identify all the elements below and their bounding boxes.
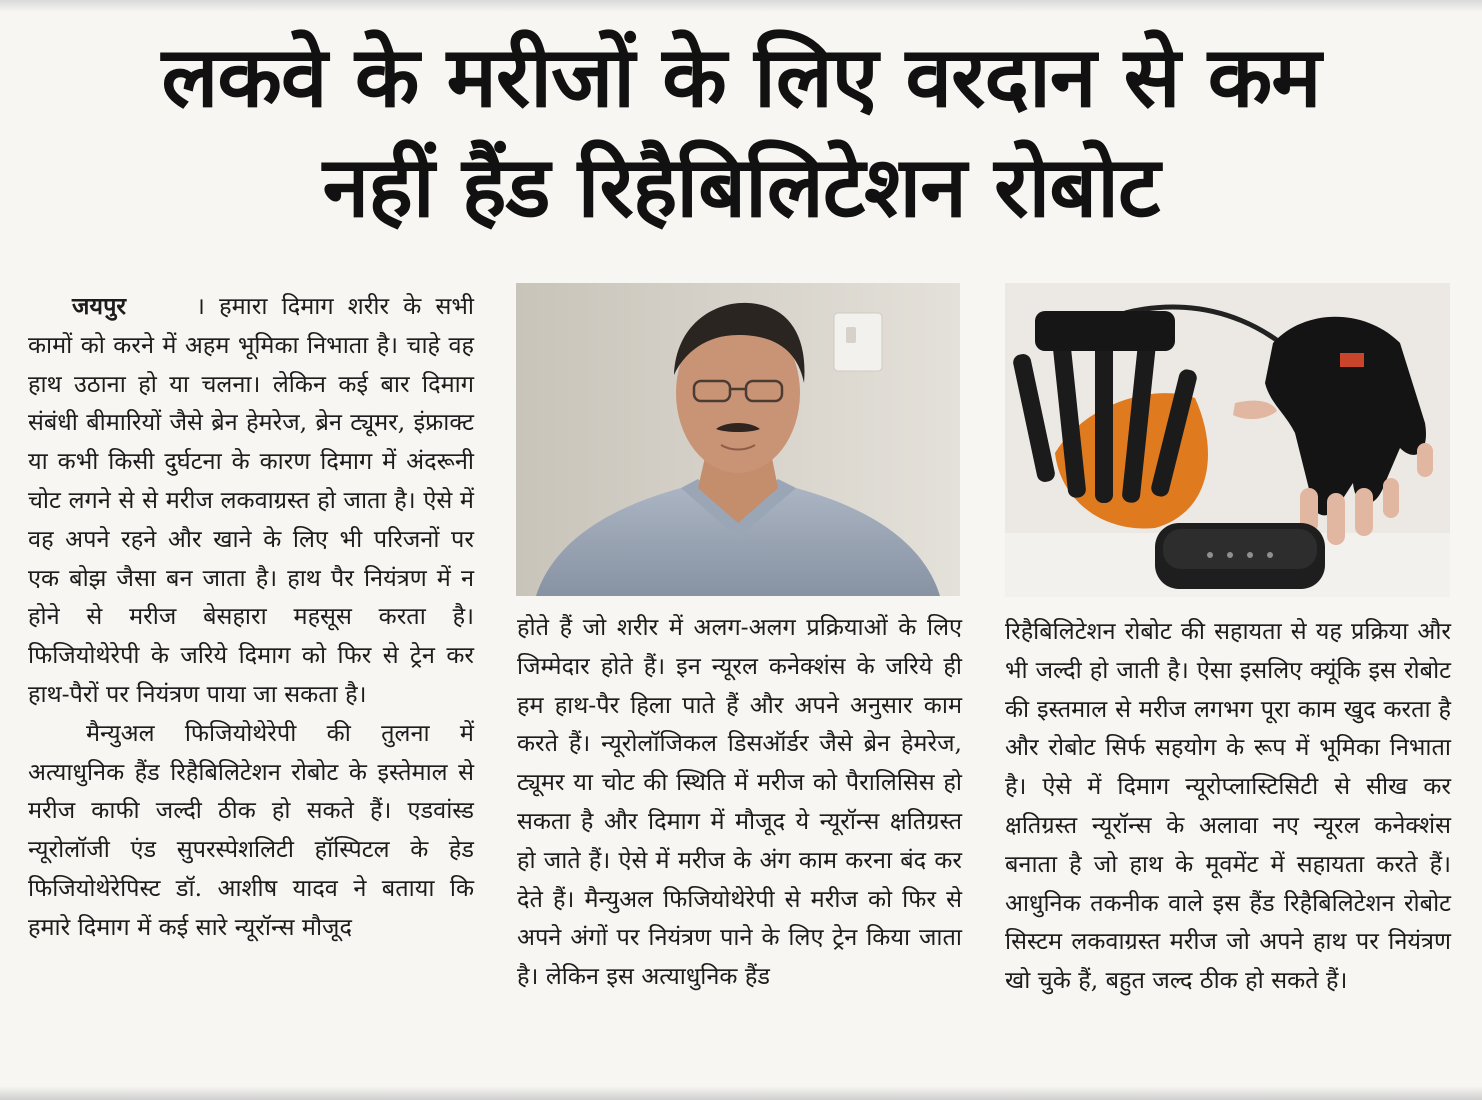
doctor-portrait-illustration bbox=[516, 283, 960, 596]
doctor-portrait-photo bbox=[516, 283, 960, 596]
paragraph-1 bbox=[28, 287, 474, 714]
article-column-2 bbox=[517, 608, 962, 996]
headline-line-1: लकवे के मरीजों के लिए वरदान से कम bbox=[161, 28, 1321, 126]
page-bottom-edge bbox=[0, 1086, 1482, 1100]
page-top-edge bbox=[0, 0, 1482, 12]
robotic-glove-photo bbox=[1005, 283, 1450, 597]
paragraph-3: होते हैं जो शरीर में अलग-अलग प्रक्रियाओं के लिए जिम्मेदार होते हैं। इन न्यूरल कनेक्शंस के जरिये ही हम हाथ-पैर हिला पाते हैं और अपने अनुसार काम करते हैं। न्यूरोलॉजिकल डिसऑर्डर जैसे ब्रेन हेमरेज, ट्यूमर या चोट की स्थिति में मरीज को पैरालिसिस हो सकता है और दिमाग में मौजूद ये न्यूरॉन्स क्षतिग्रस्त हो जाते हैं। ऐसे में मरीज के अंग काम करना बंद कर देते हैं। मैन्युअल फिजियोथेरेपी से मरीज को फिर से अपने अंगों पर नियंत्रण पाने के लिए ट्रेन किया जाता है। लेकिन इस अत्याधुनिक हैंड bbox=[517, 613, 962, 991]
paragraph-4: रिहैबिलिटेशन रोबोट की सहायता से यह प्रक्रिया और भी जल्दी हो जाती है। ऐसा इसलिए क्यूंकि इस रोबोट की इस्तमाल से मरीज लगभग पूरा काम खुद करता है और रोबोट सिर्फ सहयोग के रूप में भूमिका निभाता है। ऐसे में दिमाग न्यूरोप्लास्टिसिटी से सीख कर क्षतिग्रस्त न्यूरॉन्स के अलावा नए न्यूरल कनेक्शंस बनाता है जो हाथ के मूवमेंट में सहायता करते हैं। आधुनिक तकनीक वाले इस हैंड रिहैबिलिटेशन रोबोट सिस्टम लकवाग्रस्त मरीज जो अपने हाथ पर नियंत्रण खो चुके हैं, बहुत जल्द ठीक हो सकते हैं। bbox=[1005, 617, 1451, 995]
paragraph-1-text: । हमारा दिमाग शरीर के सभी कामों को करने में अहम भूमिका निभाता है। चाहे वह हाथ उठाना हो या चलना। लेकिन कई बार दिमाग संबंधी बीमारियों जैसे ब्रेन हेमरेज, ब्रेन ट्यूमर, इंफ्राक्ट या कभी किसी दुर्घटना के कारण दिमाग में अंदरूनी चोट लगने से से मरीज लकवाग्रस्त हो जाता है। ऐसे में वह अपने रहने और खाने के लिए भी परिजनों पर एक बोझ जैसा बन जाता है। हाथ पैर नियंत्रण में न होने से मरीज बेसहारा महसूस करता है। फिजियोथेरेपी के जरिये दिमाग को फिर से ट्रेन कर हाथ-पैरों पर नियंत्रण पाया जा सकता है। bbox=[28, 292, 474, 708]
paragraph-2: मैन्युअल फिजियोथेरेपी की तुलना में अत्याधुनिक हैंड रिहैबिलिटेशन रोबोट के इस्तेमाल से मरीज काफी जल्दी ठीक हो सकते हैं। एडवांस्ड न्यूरोलॉजी एंड सुपरस्पेशलिटी हॉस्पिटल के हेड फिजियोथेरेपिस्ट डॉ. आशीष यादव ने बताया कि हमारे दिमाग में कई सारे न्यूरॉन्स मौजूद bbox=[28, 718, 474, 941]
headline bbox=[0, 22, 1482, 242]
article-column-3 bbox=[1005, 612, 1451, 1000]
robotic-glove-illustration bbox=[1005, 283, 1450, 597]
dateline: जयपुर bbox=[72, 292, 127, 320]
headline-line-2: नहीं हैंड रिहैबिलिटेशन रोबोट bbox=[322, 138, 1160, 236]
article-column-1 bbox=[28, 287, 474, 947]
